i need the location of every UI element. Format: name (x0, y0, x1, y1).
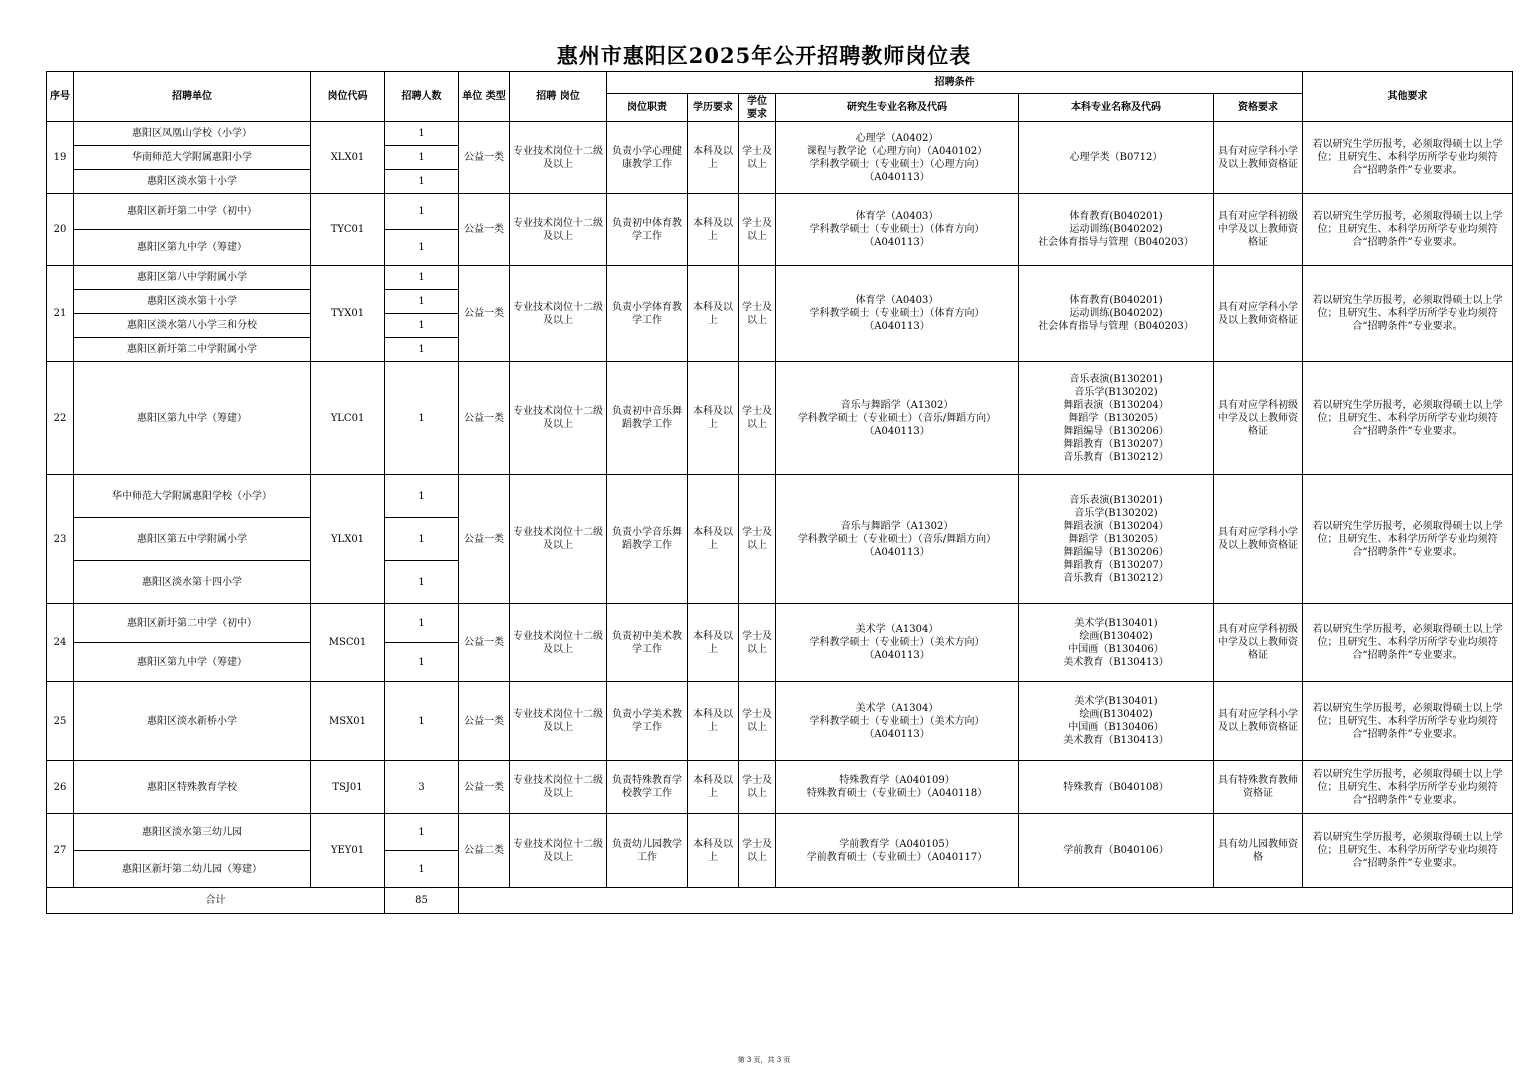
cell-post: 专业技术岗位十二级及以上 (510, 814, 607, 888)
header-other: 其他要求 (1303, 72, 1513, 122)
cell-qual: 具有幼儿园教师资格 (1214, 814, 1303, 888)
cell-seq: 26 (47, 761, 74, 814)
header-ug: 本科专业名称及代码 (1019, 94, 1214, 122)
cell-type: 公益一类 (459, 475, 510, 604)
cell-post: 专业技术岗位十二级及以上 (510, 266, 607, 362)
cell-unit: 惠阳区第九中学（筹建） (74, 643, 311, 682)
cell-code: XLX01 (311, 122, 385, 194)
cell-duty: 负责小学音乐舞蹈教学工作 (607, 475, 688, 604)
cell-count: 1 (385, 290, 459, 314)
table-row (47, 682, 1513, 761)
cell-duty: 负责特殊教育学校教学工作 (607, 761, 688, 814)
cell-other: 若以研究生学历报考，必须取得硕士以上学位；且研究生、本科学历所学专业均须符合“招聘条件”专业要求。 (1303, 604, 1513, 682)
cell-ug: 美术学(B130401) 绘画(B130402) 中国画（B130406） 美术教育（B130413） (1019, 682, 1214, 761)
recruitment-table (46, 71, 1513, 914)
cell-edu: 本科及以上 (688, 194, 739, 266)
cell-other: 若以研究生学历报考，必须取得硕士以上学位；且研究生、本科学历所学专业均须符合“招聘条件”专业要求。 (1303, 266, 1513, 362)
cell-code: YEY01 (311, 814, 385, 888)
cell-degree: 学士及以上 (739, 194, 776, 266)
cell-count: 3 (385, 761, 459, 814)
cell-unit: 惠阳区淡水第十小学 (74, 290, 311, 314)
cell-post: 专业技术岗位十二级及以上 (510, 682, 607, 761)
cell-ug: 心理学类（B0712） (1019, 122, 1214, 194)
header-grad: 研究生专业名称及代码 (776, 94, 1019, 122)
cell-count: 1 (385, 122, 459, 146)
cell-unit: 惠阳区凤凰山学校（小学） (74, 122, 311, 146)
cell-count: 1 (385, 682, 459, 761)
cell-unit: 华南师范大学附属惠阳小学 (74, 146, 311, 170)
total-value: 85 (385, 888, 459, 914)
cell-qual: 具有对应学科小学及以上教师资格证 (1214, 475, 1303, 604)
cell-post: 专业技术岗位十二级及以上 (510, 194, 607, 266)
cell-seq: 25 (47, 682, 74, 761)
cell-seq: 22 (47, 362, 74, 475)
cell-seq: 20 (47, 194, 74, 266)
cell-type: 公益一类 (459, 604, 510, 682)
cell-seq: 24 (47, 604, 74, 682)
cell-unit: 惠阳区新圩第二中学（初中） (74, 604, 311, 643)
cell-type: 公益一类 (459, 761, 510, 814)
cell-unit: 惠阳区第八中学附属小学 (74, 266, 311, 290)
cell-duty: 负责小学美术教学工作 (607, 682, 688, 761)
cell-grad: 体育学（A0403） 学科教学硕士（专业硕士）（体育方向） （A040113） (776, 194, 1019, 266)
cell-count: 1 (385, 475, 459, 518)
cell-unit: 惠阳区淡水第八小学三和分校 (74, 314, 311, 338)
cell-code: YLC01 (311, 362, 385, 475)
cell-degree: 学士及以上 (739, 814, 776, 888)
header-unit: 招聘单位 (74, 72, 311, 122)
header-seq: 序号 (47, 72, 74, 122)
cell-count: 1 (385, 518, 459, 561)
cell-code: TYC01 (311, 194, 385, 266)
cell-count: 1 (385, 146, 459, 170)
table-row (47, 194, 1513, 230)
cell-edu: 本科及以上 (688, 122, 739, 194)
header-count: 招聘人数 (385, 72, 459, 122)
cell-count: 1 (385, 170, 459, 194)
cell-grad: 美术学（A1304） 学科教学硕士（专业硕士）（美术方向） （A040113） (776, 682, 1019, 761)
cell-other: 若以研究生学历报考，必须取得硕士以上学位；且研究生、本科学历所学专业均须符合“招聘条件”专业要求。 (1303, 475, 1513, 604)
cell-qual: 具有对应学科初级中学及以上教师资格证 (1214, 604, 1303, 682)
total-label: 合计 (47, 888, 385, 914)
table-row (47, 761, 1513, 814)
cell-ug: 美术学(B130401) 绘画(B130402) 中国画（B130406） 美术教育（B130413） (1019, 604, 1214, 682)
cell-code: TYX01 (311, 266, 385, 362)
cell-code: MSX01 (311, 682, 385, 761)
header-type: 单位 类型 (459, 72, 510, 122)
cell-edu: 本科及以上 (688, 682, 739, 761)
header-edu: 学历要求 (688, 94, 739, 122)
cell-type: 公益一类 (459, 194, 510, 266)
header-post: 招聘 岗位 (510, 72, 607, 122)
cell-degree: 学士及以上 (739, 266, 776, 362)
cell-qual: 具有特殊教育教师资格证 (1214, 761, 1303, 814)
cell-qual: 具有对应学科小学及以上教师资格证 (1214, 682, 1303, 761)
cell-qual: 具有对应学科小学及以上教师资格证 (1214, 122, 1303, 194)
cell-degree: 学士及以上 (739, 682, 776, 761)
cell-unit: 惠阳区第五中学附属小学 (74, 518, 311, 561)
cell-other: 若以研究生学历报考，必须取得硕士以上学位；且研究生、本科学历所学专业均须符合“招聘条件”专业要求。 (1303, 682, 1513, 761)
cell-unit: 惠阳区第九中学（筹建） (74, 230, 311, 266)
cell-grad: 音乐与舞蹈学（A1302） 学科教学硕士（专业硕士）（音乐/舞蹈方向） （A040113） (776, 475, 1019, 604)
cell-seq: 19 (47, 122, 74, 194)
cell-count: 1 (385, 604, 459, 643)
cell-ug: 体育教育(B040201) 运动训练(B040202) 社会体育指导与管理（B040203） (1019, 194, 1214, 266)
cell-count: 1 (385, 643, 459, 682)
cell-seq: 21 (47, 266, 74, 362)
cell-other: 若以研究生学历报考，必须取得硕士以上学位；且研究生、本科学历所学专业均须符合“招聘条件”专业要求。 (1303, 362, 1513, 475)
cell-grad: 心理学（A0402） 课程与教学论（心理方向）（A040102） 学科教学硕士（专业硕士）（心理方向） （A040113） (776, 122, 1019, 194)
cell-count: 1 (385, 230, 459, 266)
cell-edu: 本科及以上 (688, 761, 739, 814)
cell-edu: 本科及以上 (688, 362, 739, 475)
cell-post: 专业技术岗位十二级及以上 (510, 475, 607, 604)
cell-unit: 惠阳区淡水第十四小学 (74, 561, 311, 604)
table-row (47, 475, 1513, 518)
cell-ug: 音乐表演(B130201) 音乐学(B130202) 舞蹈表演（B130204） 舞蹈学（B130205） 舞蹈编导（B130206） 舞蹈教育（B130207） 音乐教育（B130212） (1019, 362, 1214, 475)
table-row (47, 266, 1513, 290)
cell-count: 1 (385, 561, 459, 604)
cell-code: YLX01 (311, 475, 385, 604)
table-body (47, 122, 1513, 888)
cell-count: 1 (385, 362, 459, 475)
header-code: 岗位代码 (311, 72, 385, 122)
cell-duty: 负责初中体育教学工作 (607, 194, 688, 266)
cell-degree: 学士及以上 (739, 122, 776, 194)
cell-edu: 本科及以上 (688, 475, 739, 604)
table-row (47, 122, 1513, 146)
page-title: 惠州市惠阳区2025年公开招聘教师岗位表 (556, 43, 972, 68)
cell-ug: 音乐表演(B130201) 音乐学(B130202) 舞蹈表演（B130204） 舞蹈学（B130205） 舞蹈编导（B130206） 舞蹈教育（B130207） 音乐教育（B130212） (1019, 475, 1214, 604)
cell-edu: 本科及以上 (688, 814, 739, 888)
cell-code: MSC01 (311, 604, 385, 682)
cell-edu: 本科及以上 (688, 604, 739, 682)
cell-grad: 体育学（A0403） 学科教学硕士（专业硕士）（体育方向） （A040113） (776, 266, 1019, 362)
cell-other: 若以研究生学历报考，必须取得硕士以上学位；且研究生、本科学历所学专业均须符合“招聘条件”专业要求。 (1303, 814, 1513, 888)
cell-post: 专业技术岗位十二级及以上 (510, 761, 607, 814)
cell-unit: 惠阳区淡水新桥小学 (74, 682, 311, 761)
cell-ug: 学前教育（B040106） (1019, 814, 1214, 888)
cell-other: 若以研究生学历报考，必须取得硕士以上学位；且研究生、本科学历所学专业均须符合“招聘条件”专业要求。 (1303, 761, 1513, 814)
cell-duty: 负责小学体育教学工作 (607, 266, 688, 362)
cell-unit: 惠阳区淡水第三幼儿园 (74, 814, 311, 851)
cell-duty: 负责幼儿园教学工作 (607, 814, 688, 888)
cell-grad: 音乐与舞蹈学（A1302） 学科教学硕士（专业硕士）（音乐/舞蹈方向） （A040113） (776, 362, 1019, 475)
cell-type: 公益一类 (459, 682, 510, 761)
cell-qual: 具有对应学科初级中学及以上教师资格证 (1214, 362, 1303, 475)
cell-unit: 惠阳区新圩第二中学附属小学 (74, 338, 311, 362)
cell-unit: 惠阳区淡水第十小学 (74, 170, 311, 194)
cell-post: 专业技术岗位十二级及以上 (510, 122, 607, 194)
header-degree: 学位 要求 (739, 94, 776, 122)
cell-ug: 体育教育(B040201) 运动训练(B040202) 社会体育指导与管理（B040203） (1019, 266, 1214, 362)
cell-count: 1 (385, 266, 459, 290)
cell-count: 1 (385, 851, 459, 888)
cell-degree: 学士及以上 (739, 475, 776, 604)
cell-qual: 具有对应学科初级中学及以上教师资格证 (1214, 194, 1303, 266)
total-blank (459, 888, 1513, 914)
cell-duty: 负责初中美术教学工作 (607, 604, 688, 682)
header-conditions: 招聘条件 (607, 72, 1303, 94)
cell-unit: 惠阳区新圩第二幼儿园（筹建） (74, 851, 311, 888)
table-row (47, 362, 1513, 475)
cell-unit: 惠阳区特殊教育学校 (74, 761, 311, 814)
cell-type: 公益一类 (459, 122, 510, 194)
cell-unit: 惠阳区第九中学（筹建） (74, 362, 311, 475)
cell-type: 公益一类 (459, 266, 510, 362)
cell-grad: 学前教育学（A040105） 学前教育硕士（专业硕士）（A040117） (776, 814, 1019, 888)
cell-degree: 学士及以上 (739, 362, 776, 475)
cell-duty: 负责小学心理健康教学工作 (607, 122, 688, 194)
cell-ug: 特殊教育（B040108） (1019, 761, 1214, 814)
cell-code: TSJ01 (311, 761, 385, 814)
cell-qual: 具有对应学科小学及以上教师资格证 (1214, 266, 1303, 362)
cell-type: 公益二类 (459, 814, 510, 888)
table-row (47, 814, 1513, 851)
cell-seq: 23 (47, 475, 74, 604)
cell-grad: 美术学（A1304） 学科教学硕士（专业硕士）（美术方向） （A040113） (776, 604, 1019, 682)
cell-degree: 学士及以上 (739, 761, 776, 814)
cell-count: 1 (385, 314, 459, 338)
header-qual: 资格要求 (1214, 94, 1303, 122)
cell-duty: 负责初中音乐舞蹈教学工作 (607, 362, 688, 475)
cell-count: 1 (385, 814, 459, 851)
cell-count: 1 (385, 338, 459, 362)
cell-unit: 华中师范大学附属惠阳学校（小学） (74, 475, 311, 518)
cell-type: 公益一类 (459, 362, 510, 475)
page-footer: 第 3 页，共 3 页 (737, 1056, 791, 1064)
cell-edu: 本科及以上 (688, 266, 739, 362)
cell-post: 专业技术岗位十二级及以上 (510, 362, 607, 475)
cell-unit: 惠阳区新圩第二中学（初中） (74, 194, 311, 230)
cell-post: 专业技术岗位十二级及以上 (510, 604, 607, 682)
cell-grad: 特殊教育学（A040109） 特殊教育硕士（专业硕士）（A040118） (776, 761, 1019, 814)
cell-other: 若以研究生学历报考，必须取得硕士以上学位；且研究生、本科学历所学专业均须符合“招聘条件”专业要求。 (1303, 122, 1513, 194)
cell-degree: 学士及以上 (739, 604, 776, 682)
header-duty: 岗位职责 (607, 94, 688, 122)
cell-count: 1 (385, 194, 459, 230)
cell-other: 若以研究生学历报考，必须取得硕士以上学位；且研究生、本科学历所学专业均须符合“招聘条件”专业要求。 (1303, 194, 1513, 266)
table-row (47, 604, 1513, 643)
cell-seq: 27 (47, 814, 74, 888)
